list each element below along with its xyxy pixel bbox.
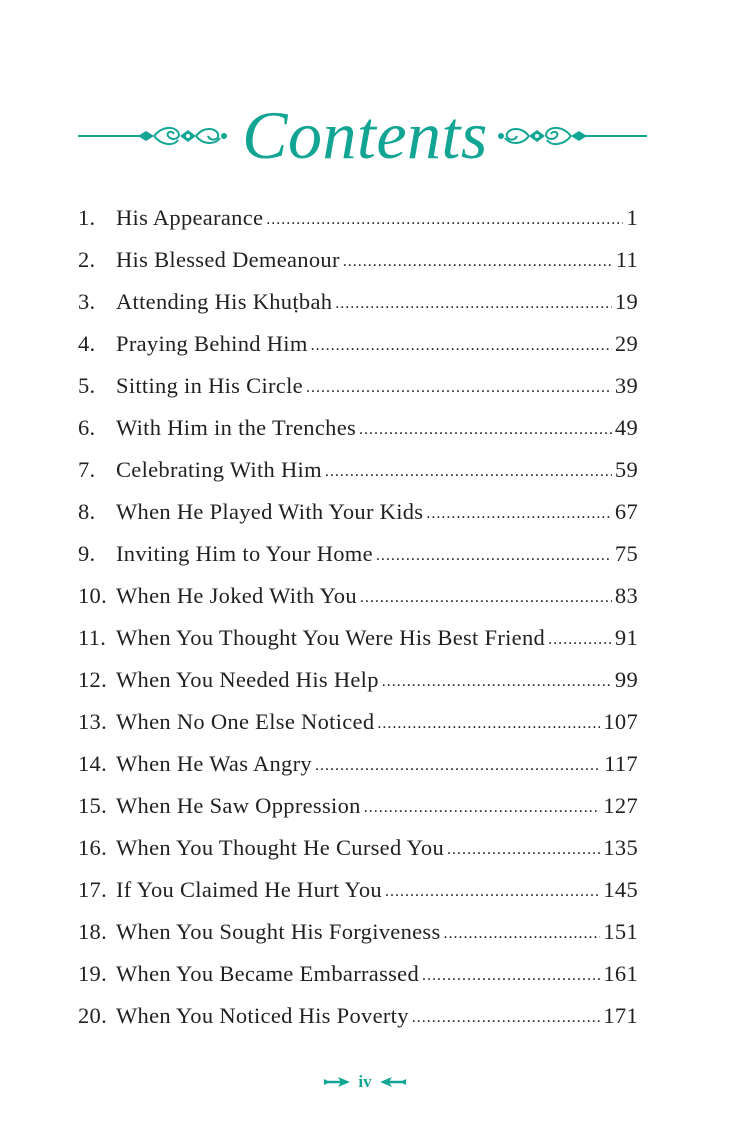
toc-entry-number: 15. [78, 793, 108, 818]
toc-dot-leader [335, 286, 612, 322]
toc-entry[interactable] [78, 998, 638, 1040]
toc-entry-title: Praying Behind Him [116, 331, 308, 356]
toc-entry[interactable] [78, 326, 638, 368]
toc-entry-page: 135 [603, 835, 638, 860]
toc-entry-number: 5. [78, 373, 96, 398]
toc-entry-title: When No One Else Noticed [116, 709, 375, 734]
toc-entry-page: 67 [614, 499, 638, 524]
toc-entry-title: When He Was Angry [116, 751, 312, 776]
toc-dot-leader [444, 916, 601, 952]
toc-entry[interactable] [78, 872, 638, 914]
toc-entry-title: His Blessed Demeanour [116, 247, 340, 272]
toc-entry-title: If You Claimed He Hurt You [116, 877, 382, 902]
toc-entry[interactable] [78, 830, 638, 872]
toc-entry[interactable] [78, 536, 638, 578]
toc-entry-page: 127 [603, 793, 638, 818]
toc-dot-leader [377, 706, 600, 742]
toc-dot-leader [426, 496, 612, 532]
toc-dot-leader [343, 244, 613, 280]
toc-entry-number: 13. [78, 709, 108, 734]
toc-entry-page: 19 [614, 289, 638, 314]
toc-dot-leader [548, 622, 612, 658]
toc-entry[interactable] [78, 956, 638, 998]
contents-heading [0, 92, 730, 182]
toc-entry-title: When You Thought You Were His Best Friend [116, 625, 546, 650]
toc-entry-page: 117 [604, 751, 638, 776]
toc-entry-title: When You Noticed His Poverty [116, 1003, 409, 1028]
toc-dot-leader [315, 748, 601, 784]
toc-entry[interactable] [78, 368, 638, 410]
toc-entry-title: When He Played With Your Kids [116, 499, 424, 524]
toc-dot-leader [412, 1000, 601, 1036]
toc-entry-page: 161 [603, 961, 638, 986]
toc-dot-leader [306, 370, 612, 406]
toc-entry[interactable] [78, 284, 638, 326]
toc-dot-leader [266, 202, 623, 238]
toc-dot-leader [385, 874, 600, 910]
toc-entry-number: 1. [78, 205, 96, 230]
toc-entry[interactable] [78, 200, 638, 242]
arrow-left-icon [378, 1075, 408, 1089]
page-number: iv [358, 1072, 372, 1091]
toc-entry-number: 19. [78, 961, 108, 986]
toc-entry-title: Attending His Khuṭbah [116, 289, 333, 314]
toc-entry-title: His Appearance [116, 205, 264, 230]
toc-entry-title: Celebrating With Him [116, 457, 322, 482]
flourish-right-icon [497, 122, 647, 150]
toc-entry-page: 151 [603, 919, 638, 944]
toc-entry[interactable] [78, 704, 638, 746]
toc-entry-number: 6. [78, 415, 96, 440]
toc-dot-leader [422, 958, 600, 994]
toc-entry-title: When You Became Embarrassed [116, 961, 420, 986]
toc-entry[interactable] [78, 620, 638, 662]
toc-entry-page: 107 [603, 709, 638, 734]
toc-entry-number: 12. [78, 667, 108, 692]
toc-entry-number: 2. [78, 247, 96, 272]
toc-entry-number: 9. [78, 541, 96, 566]
toc-entry-page: 11 [615, 247, 638, 272]
toc-entry-page: 91 [614, 625, 638, 650]
toc-entry-number: 14. [78, 751, 108, 776]
toc-entry[interactable] [78, 788, 638, 830]
toc-dot-leader [364, 790, 601, 826]
toc-entry-number: 8. [78, 499, 96, 524]
toc-dot-leader [376, 538, 612, 574]
toc-entry-title: Inviting Him to Your Home [116, 541, 373, 566]
toc-entry-number: 4. [78, 331, 96, 356]
toc-entry-page: 39 [614, 373, 638, 398]
toc-entry-page: 99 [614, 667, 638, 692]
page-title: Contents [242, 97, 488, 173]
toc-entry[interactable] [78, 410, 638, 452]
toc-entry-title: When He Saw Oppression [116, 793, 361, 818]
toc-entry-number: 20. [78, 1003, 108, 1028]
toc-entry[interactable] [78, 242, 638, 284]
toc-entry-title: When You Sought His Forgiveness [116, 919, 441, 944]
toc-entry[interactable] [78, 452, 638, 494]
toc-entry-number: 18. [78, 919, 108, 944]
toc-entry-number: 16. [78, 835, 108, 860]
toc-entry-number: 11. [78, 625, 107, 650]
toc-dot-leader [325, 454, 612, 490]
toc-dot-leader [359, 412, 612, 448]
toc-entry-page: 145 [603, 877, 638, 902]
toc-entry[interactable] [78, 578, 638, 620]
toc-entry-page: 29 [614, 331, 638, 356]
toc-entry[interactable] [78, 746, 638, 788]
toc-entry-page: 59 [614, 457, 638, 482]
toc-dot-leader [360, 580, 612, 616]
toc-entry-title: When You Needed His Help [116, 667, 379, 692]
toc-dot-leader [447, 832, 600, 868]
toc-entry-title: Sitting in His Circle [116, 373, 303, 398]
toc-entry[interactable] [78, 662, 638, 704]
toc-entry-page: 75 [614, 541, 638, 566]
toc-entry-number: 17. [78, 877, 108, 902]
toc-entry-title: When You Thought He Cursed You [116, 835, 444, 860]
toc-entry-number: 10. [78, 583, 108, 608]
toc-entry-number: 3. [78, 289, 96, 314]
toc-entry[interactable] [78, 914, 638, 956]
toc-entry-page: 49 [614, 415, 638, 440]
toc-entry-number: 7. [78, 457, 96, 482]
arrow-right-icon [322, 1075, 352, 1089]
toc-entry-title: When He Joked With You [116, 583, 357, 608]
toc-dot-leader [382, 664, 612, 700]
toc-entry-page: 1 [626, 205, 638, 230]
toc-dot-leader [311, 328, 612, 364]
toc-entry-page: 171 [603, 1003, 638, 1028]
table-of-contents [78, 200, 638, 1040]
toc-entry-title: With Him in the Trenches [116, 415, 357, 440]
page-footer [0, 1072, 730, 1098]
toc-entry[interactable] [78, 494, 638, 536]
toc-entry-page: 83 [614, 583, 638, 608]
